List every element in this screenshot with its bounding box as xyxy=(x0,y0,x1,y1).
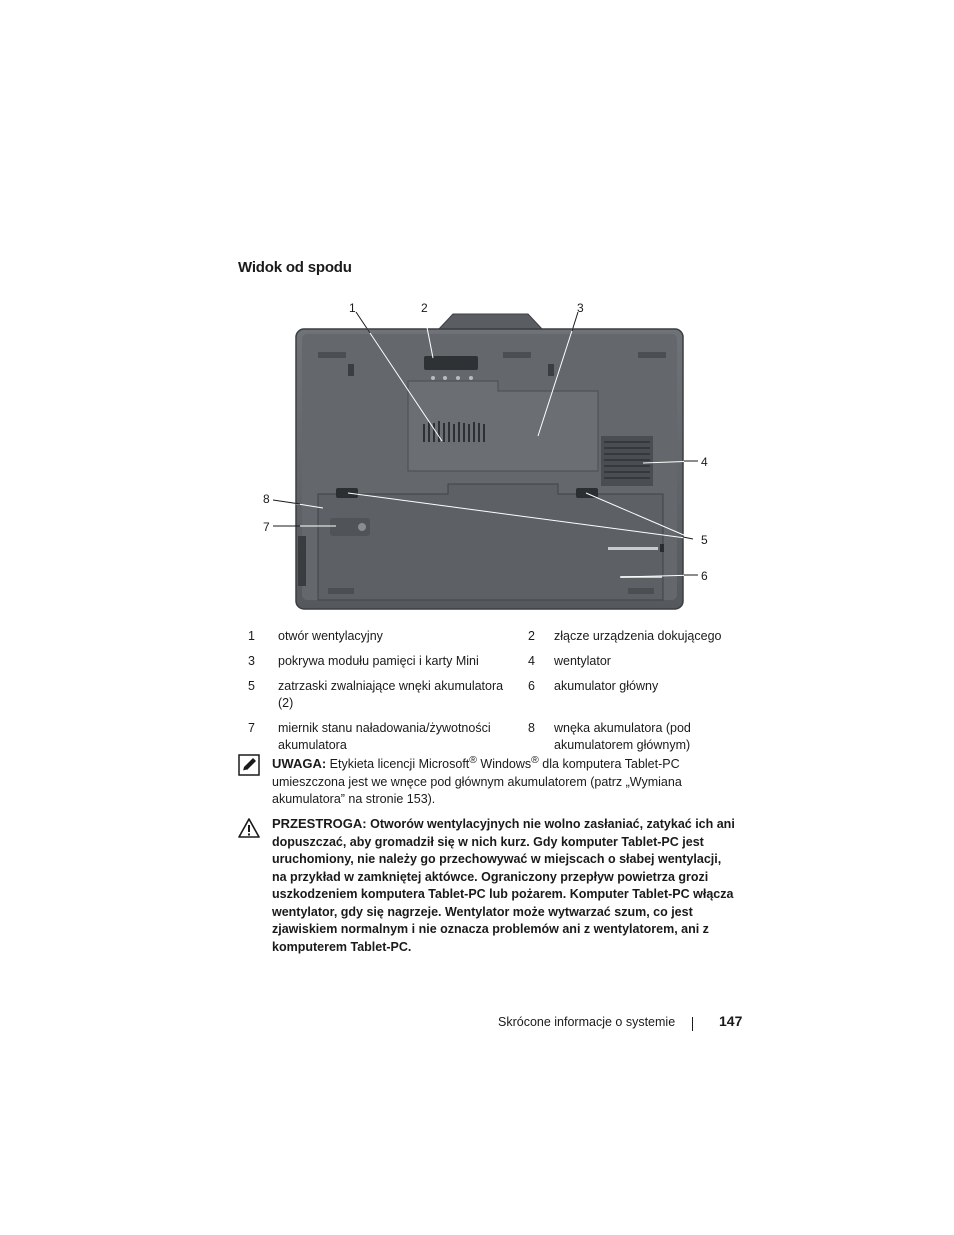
legend-text: złącze urządzenia dokującego xyxy=(554,629,722,643)
legend-row xyxy=(238,653,738,678)
legend-number: 1 xyxy=(248,629,255,643)
legend-row xyxy=(238,628,738,653)
legend-text: akumulator główny xyxy=(554,679,659,693)
legend-number: 5 xyxy=(248,679,255,693)
legend-number: 4 xyxy=(528,654,535,668)
callout-1: 1 xyxy=(349,301,356,315)
warning-triangle-icon xyxy=(238,817,260,839)
note-label: UWAGA: xyxy=(272,756,327,772)
legend-number: 2 xyxy=(528,629,535,643)
callout-2: 2 xyxy=(421,301,428,315)
legend-text: pokrywa modułu pamięci i karty Mini xyxy=(278,654,479,668)
caution-text xyxy=(272,815,738,956)
footer-section-title: Skrócone informacje o systemie xyxy=(498,1015,676,1029)
note-text-part: Etykieta licencji Microsoft xyxy=(326,757,470,772)
note-text xyxy=(272,752,738,809)
callout-6: 6 xyxy=(701,569,708,583)
page-number: 147 xyxy=(719,1013,743,1029)
legend-text: otwór wentylacyjny xyxy=(278,629,383,643)
laptop-bottom-view-figure xyxy=(238,296,718,616)
note-text-part: dla komputera Tablet-PC umieszczona jest we wnęce pod głównym akumulatorem (patrz „Wymiana akumulatora” na stronie 153). xyxy=(272,757,682,807)
callout-7: 7 xyxy=(263,520,270,534)
callout-8: 8 xyxy=(263,492,270,506)
legend-number: 7 xyxy=(248,721,255,735)
note-text-part: Windows xyxy=(476,757,532,772)
callout-5: 5 xyxy=(701,533,708,547)
legend-text: zatrzaski zwalniające wnęki akumulatora (2) xyxy=(278,679,504,710)
registered-mark: ® xyxy=(469,755,477,766)
note-pencil-icon xyxy=(238,754,260,776)
legend-text: wentylator xyxy=(554,654,611,668)
legend-number: 3 xyxy=(248,654,255,668)
legend-row xyxy=(238,678,738,720)
legend-text: wnęka akumulatora (pod akumulatorem głównym) xyxy=(554,721,691,752)
caution-body: Otworów wentylacyjnych nie wolno zasłaniać, zatykać ich ani dopuszczać, aby gromadził się w nich kurz. Gdy komputer Tablet-PC jest uruchomiony, nie należy go przechowywać w miejscach o słabej wentylacji, na przykład w zamkniętej aktówce. Ograniczony przepływ powietrza grozi uszkodzeniem komputera Tablet-PC lub pożarem. Komputer Tablet-PC włącza wentylator, gdy się nagrzeje. Wentylator może wytwarzać szum, co jest zjawiskiem normalnym i nie oznacza problemów ani z wentylatorem, ani z komputerem Tablet-PC. xyxy=(272,817,735,954)
registered-mark: ® xyxy=(531,755,539,766)
legend-number: 6 xyxy=(528,679,535,693)
callout-3: 3 xyxy=(577,301,584,315)
note-block xyxy=(238,752,738,809)
section-heading: Widok od spodu xyxy=(238,259,352,276)
legend-text: miernik stanu naładowania/żywotności akumulatora xyxy=(278,721,491,752)
footer-separator xyxy=(692,1017,693,1031)
caution-block xyxy=(238,815,738,956)
caution-label: PRZESTROGA: xyxy=(272,816,367,831)
callout-4: 4 xyxy=(701,455,708,469)
legend-number: 8 xyxy=(528,721,535,735)
figure-legend xyxy=(238,628,738,762)
